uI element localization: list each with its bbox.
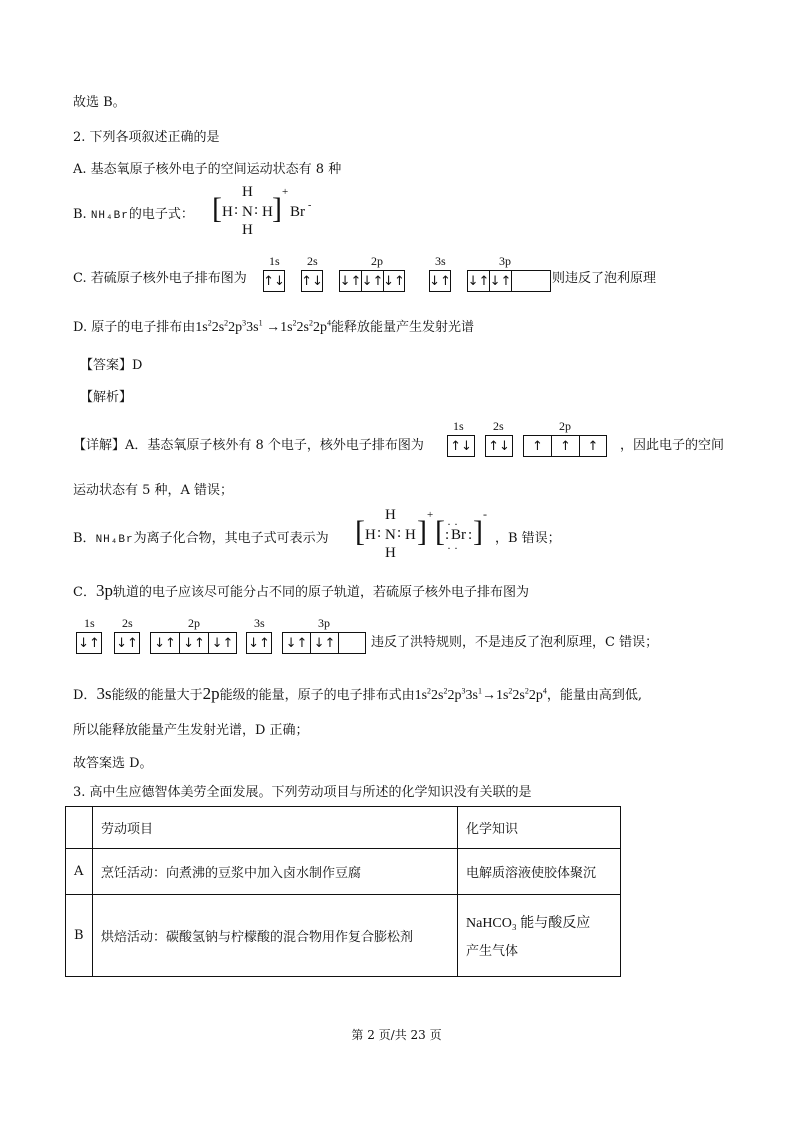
option-text: 轨道的电子应该尽可能分占不同的原子轨道，若硫原子核外电子排布图为 [112,585,529,600]
orbital-label: 2p [188,616,200,630]
orbital-label: 2s [493,419,504,433]
atom-h: H [385,545,396,561]
orbital-term: 2p [202,684,220,703]
page-footer: 第 2 页/共 23 页 [351,1028,442,1042]
bracket-left: [ [355,515,365,548]
charge-minus: - [483,507,487,521]
orbital-box: ↓↑ [246,632,272,654]
orbital-diagram [447,419,617,459]
charge-plus: + [282,186,289,198]
orbital-term: 3s [96,684,112,703]
orbital-term: 3p [95,581,113,600]
electron-configuration: $1s^22s^22p^33s^1\to 1s^22s^22p^4$ [414,686,547,703]
detail-c-2: 违反了洪特规则，不是违反了泡利原理，C 错误； [371,635,659,650]
orbital-label: 1s [453,419,464,433]
electron-pair: : [445,527,450,543]
orbital-label: 3s [435,254,446,268]
option-c: C. 若硫原子核外电子排布图为 [73,271,247,286]
option-d [73,319,474,337]
orbital-box: ↓↑ [467,270,489,292]
table-cell: 烘焙活动：碳酸氢钠与柠檬酸的混合物用作复合膨松剂 [93,895,458,977]
orbital-box: ↓↑ [208,632,237,654]
electron-pair: : [254,202,259,218]
electron-pair: : [468,527,473,543]
atom-h: H [242,222,253,238]
option-b [73,206,194,225]
table-cell-line: 产生气体 [466,944,519,959]
atom-n: N [385,527,396,543]
orbital-box: ↑↓ [485,435,513,457]
electron-dots: · · [447,541,458,555]
orbital-box: ↓↑ [114,632,140,654]
charge-minus: - [308,200,312,211]
atom-br: Br [290,204,305,220]
question-2: 2. 下列各项叙述正确的是 [73,130,220,145]
orbital-box: ↑↓ [301,270,323,292]
bracket-left: [ [435,515,445,548]
orbital-group-1s [447,435,475,457]
orbital-box: ↓↑ [429,270,451,292]
orbital-label: 2p [371,254,383,268]
table-cell [458,895,621,977]
option-label: B. [73,207,87,222]
table-row [66,849,621,895]
option-text: 的电子式： [128,207,194,222]
orbital-box: ↓↑ [282,632,310,654]
detail-d [73,685,642,705]
question-table [65,806,621,977]
orbital-label: 1s [269,254,280,268]
orbital-label: 1s [84,616,95,630]
electron-dots: · · [447,517,458,531]
option-text: 能级的能量大于 [111,688,203,703]
option-text: 能级的能量，原子的电子排布式由 [219,688,415,703]
analysis-heading: 【解析】 [80,390,133,405]
orbital-box: ↑↓ [263,270,285,292]
atom-n: N [242,204,253,220]
orbital-box [338,632,366,654]
orbital-diagram [263,254,553,294]
electron-dot-formula [355,507,495,567]
orbital-group-2p [150,632,237,654]
formula: NH₄Br [95,534,134,546]
orbital-box: ↑ [551,435,579,457]
orbital-box: ↓↑ [150,632,179,654]
orbital-box: ↓↑ [489,270,511,292]
text-line: 故选 B。 [73,95,126,110]
table-cell: A [66,849,93,895]
atom-h: H [385,507,396,523]
orbital-group-2p [339,270,405,292]
orbital-group-3s [429,270,451,292]
option-c-tail: 则违反了泡利原理 [552,271,657,286]
option-label: D． [73,688,97,703]
table-header-cell: 劳动项目 [93,807,458,849]
orbital-group-1s [263,270,285,292]
orbital-box: ↓↑ [383,270,405,292]
electron-pair: : [397,525,402,541]
orbital-box: ↓↑ [361,270,383,292]
bracket-left: [ [212,192,222,225]
option-text: D. 原子的电子排布由 [73,320,196,335]
option-text: 能释放能量产生发射光谱 [331,320,475,335]
detail-b [73,530,329,549]
atom-h: H [262,204,273,220]
orbital-group-3p [282,632,366,654]
electron-dot-formula [212,184,332,244]
orbital-box: ↑ [523,435,551,457]
atom-h: H [405,527,416,543]
detail-b-tail: ，B 错误； [495,531,561,546]
orbital-label: 2s [307,254,318,268]
table-cell-line: NaHCO₃ 能与酸反应 [466,916,591,931]
orbital-box: ↓↑ [339,270,361,292]
orbital-label: 3p [499,254,511,268]
atom-h: H [222,204,233,220]
bracket-right: ] [473,515,483,548]
table-header-row [66,807,621,849]
conclusion: 故答案选 D。 [73,756,153,771]
electron-pair: : [377,525,382,541]
orbital-group-3p [467,270,551,292]
table-cell: 烹饪活动：向煮沸的豆浆中加入卤水制作豆腐 [93,849,458,895]
orbital-label: 3s [254,616,265,630]
orbital-box [511,270,551,292]
orbital-group-1s [76,632,102,654]
orbital-box: ↓↑ [179,632,208,654]
atom-br: Br [451,527,466,543]
question-3: 3. 高中生应德智体美劳全面发展。下列劳动项目与所述的化学知识没有关联的是 [73,785,532,800]
orbital-diagram [76,616,376,660]
bracket-right: ] [417,515,427,548]
formula: NH₄Br [90,210,129,222]
option-label: C． [73,585,96,600]
atom-h: H [242,184,253,200]
orbital-box: ↑ [579,435,607,457]
table-header-cell: 化学知识 [458,807,621,849]
orbital-box: ↑↓ [447,435,475,457]
detail-a-2: 运动状态有 5 种，A 错误； [73,483,234,498]
charge-plus: + [427,509,434,521]
orbital-label: 2s [122,616,133,630]
detail-c [73,582,529,602]
electron-pair: : [234,202,239,218]
orbital-group-2s [301,270,323,292]
detail-a-tail: ，因此电子的空间 [620,438,725,453]
orbital-label: 3p [318,616,330,630]
table-header-cell [66,807,93,849]
option-text: ，能量由高到低, [546,688,642,703]
orbital-label: 2p [559,419,571,433]
table-cell: 电解质溶液使胶体聚沉 [458,849,621,895]
orbital-group-2p [523,435,607,457]
detail-a: 【详解】A．基态氧原子核外有 8 个电子，核外电子排布图为 [73,438,424,453]
orbital-group-2s [114,632,140,654]
orbital-group-3s [246,632,272,654]
orbital-group-2s [485,435,513,457]
orbital-box: ↓↑ [76,632,102,654]
option-a: A. 基态氧原子核外电子的空间运动状态有 8 种 [73,162,342,177]
electron-configuration: $1s^22s^22p^33s^1 \to 1s^22s^22p^4$ [195,318,331,335]
bracket-right: ] [272,192,282,225]
option-label: B． [73,531,96,546]
option-text: 为离子化合物，其电子式可表示为 [133,531,329,546]
answer: 【答案】D [80,358,143,373]
detail-d-2: 所以能释放能量产生发射光谱，D 正确； [73,723,309,738]
table-cell: B [66,895,93,977]
orbital-box: ↓↑ [310,632,338,654]
table-row [66,895,621,977]
atom-h: H [365,527,376,543]
